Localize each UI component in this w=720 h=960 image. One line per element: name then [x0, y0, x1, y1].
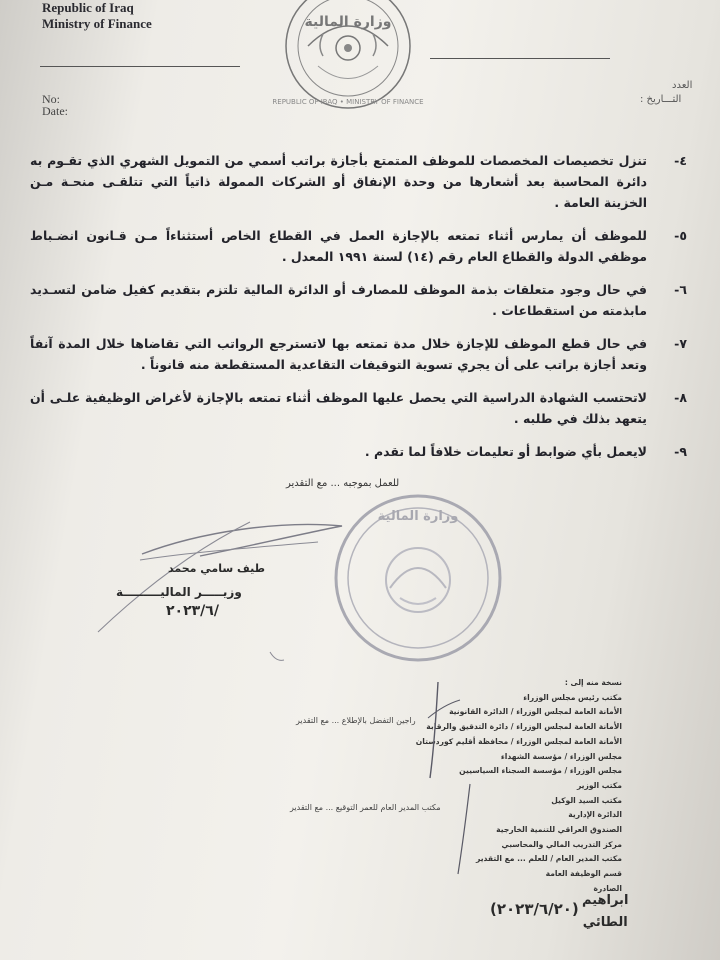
final-signatory: [582, 890, 628, 934]
clause-number: -٧: [674, 336, 687, 351]
copy-item: الأمانة العامة لمجلس الوزراء / الدائرة القانونية: [449, 707, 622, 717]
clause-number: -٦: [674, 282, 687, 297]
copy-item: الصندوق العراقي للتنمية الخارجية: [496, 825, 622, 835]
margin-signature-marks: [420, 678, 480, 878]
minister-date: ٢٠٢٣/٦/: [166, 603, 219, 619]
clause-text: لايعمل بأي ضوابط أو تعليمات خلافاً لما تقدم .: [364, 444, 647, 459]
right-no-label: العدد: [672, 80, 693, 91]
seal-text: وزارة المالية: [377, 509, 459, 524]
copy-item: مركز التدريب المالي والمحاسبي: [501, 839, 622, 849]
header-underline-right: [430, 58, 610, 59]
copy-item: مكتب الوزير: [576, 780, 622, 790]
copies-heading: نسخة منه إلى :: [564, 678, 622, 687]
signatory-first-name: ابراهيم: [582, 893, 629, 908]
copy-item: مكتب رئيس مجلس الوزراء: [523, 692, 622, 702]
clause-text: في حال قطع الموظف للإجازة خلال مدة تمتعه بها لاتسترجع الرواتب التي تقاضاها خلال المدة آنفاً وتعد أجازة براتب على أن يجري تسوية التوقيفات التقاعدية المستقطعة منه قانوناً .: [30, 336, 647, 372]
number-date-labels: [42, 93, 68, 117]
margin-note-1: راجين التفضل بالإطلاع ... مع التقدير: [296, 716, 416, 725]
clause-4: [30, 150, 687, 213]
clause-7: [30, 333, 687, 375]
minister-title: وزيـــــر الماليـــــــــة: [116, 585, 242, 599]
final-date: (٢٠٢٣/٦/٢٠): [490, 900, 579, 918]
clause-6: [30, 279, 687, 321]
clauses-list: [30, 150, 687, 474]
clause-text: في حال وجود متعلقات بذمة الموظف للمصارف أو الدائرة المالية تلتزم بتقديم كفيل ضامن لتسـديد مابذمته من استقطاعات .: [30, 282, 647, 318]
clause-number: -٨: [674, 390, 687, 405]
ministry-name: Ministry of Finance: [42, 16, 152, 31]
clause-5: [30, 225, 687, 267]
copy-item: الأمانة العامة لمجلس الوزراء / محافظة أقليم كوردستان: [415, 736, 622, 746]
copies-list: [415, 676, 622, 897]
copy-item: الدائرة الإدارية: [568, 810, 622, 820]
clause-text: تنزل تخصيصات المخصصات للموظف المتمتع بأجازة براتب أسمي من التمويل الشهري الذي تقـوم به دائرة المحاسبة بعد أشعارها من وحدة الإنفاق أو الشركات الممولة ذاتياً التي تتلقـى منحـة مـن الخزينة العامة .: [30, 153, 647, 210]
right-date-label: التـــاريخ :: [640, 94, 682, 105]
clause-8: [30, 387, 687, 429]
header-underline-left: [40, 66, 240, 67]
copy-item: الصادرة: [593, 883, 622, 893]
copy-item: مكتب المدير العام / للعلم ... مع التقدير: [475, 854, 622, 864]
logo-title: وزارة المالية: [304, 14, 392, 30]
signatory-last-name: الطائي: [582, 915, 628, 930]
clause-text: للموظف أن يمارس أثناء تمتعه بالإجازة العمل في القطاع الخاص أستثناءاً مـن قـانون انضـباط موظفي الدولة والقطاع العام رقم (١٤) لسنة ١٩٩١ المعدل .: [30, 228, 647, 264]
copy-item: مجلس الوزراء / مؤسسة الشهداء: [500, 751, 622, 761]
copy-item: مجلس الوزراء / مؤسسة السجناء السياسيين: [459, 766, 622, 776]
header-english: [42, 0, 152, 32]
clause-number: -٩: [674, 444, 687, 459]
date-label: Date:: [42, 104, 68, 118]
copy-item: قسم الوظيفة العامة: [545, 869, 622, 879]
instruction-note: للعمل بموجبه ... مع التقدير: [286, 478, 400, 489]
country-name: Republic of Iraq: [42, 0, 134, 15]
clause-number: -٥: [674, 228, 687, 243]
ministry-logo: [268, 0, 428, 116]
copy-item: الأمانة العامة لمجلس الوزراء / دائرة التدقيق والرقابة: [426, 722, 622, 732]
clause-number: -٤: [674, 153, 687, 168]
clause-9: [30, 441, 687, 462]
margin-note-2: مكتب المدير العام للعمر التوقيع ... مع التقدير: [290, 803, 441, 812]
minister-name: طيف سامي محمد: [168, 562, 265, 575]
clause-text: لاتحتسب الشهادة الدراسية التي يحصل عليها الموظف أثناء تمتعه بالإجازة لأغراض الوظيفية علـى أن يتعهد بذلك في طلبه .: [30, 390, 647, 426]
no-label: No:: [42, 92, 60, 106]
copy-item: مكتب السيد الوكيل: [551, 795, 622, 805]
logo-ring-text: REPUBLIC OF IRAQ • MINISTRY OF FINANCE: [272, 98, 424, 106]
